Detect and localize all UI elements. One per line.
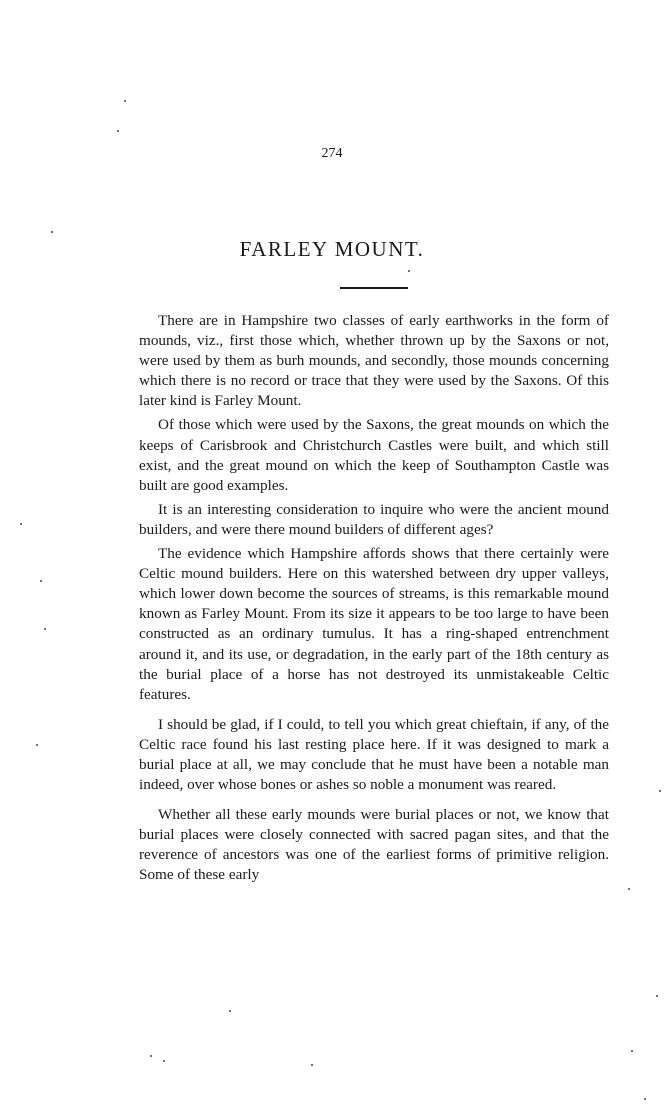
scan-speck [51,231,53,233]
paragraph: I should be glad, if I could, to tell you which great chieftain, if any, of the Celtic race found his last resting place here. If it was designed to mark a burial place at all, we may conclude that he must have been a notable man indeed, over whose bones or ashes so noble a monument was reared. [139,715,609,794]
scan-speck [659,790,661,792]
scan-speck [20,523,22,525]
page-title: FARLEY MOUNT. [239,237,425,261]
scan-speck [36,744,38,746]
paragraph: Of those which were used by the Saxons, the great mounds on which the keeps of Carisbrook and Christchurch Castles were built, and which still exist, and the great mound on which the keep of Southampton Castle was built are good examples. [139,416,609,494]
scan-speck [311,1064,313,1066]
scan-speck [229,1010,231,1012]
scan-speck [117,130,119,132]
scan-speck [656,995,658,997]
scan-speck [644,1098,646,1100]
scan-speck [150,1055,152,1057]
scan-speck [124,100,126,102]
scan-speck [44,628,46,630]
page-number: 274 [321,146,343,161]
title-divider [340,287,408,289]
paragraph: There are in Hampshire two classes of early earthworks in the form of mounds, viz., first those which, whether thrown up by the Saxons or not, were used by them as burh mounds, and secondly, those mounds concerning which there is no record or trace that they were used by the Saxons. Of this later kind is Farley Mount. [139,312,609,410]
paragraph: Whether all these early mounds were burial places or not, we know that burial places were closely connected with sacred pagan sites, and that the reverence of ancestors was one of the earliest forms of primitive religion. Some of these early [139,806,609,884]
scan-speck [408,270,410,272]
scan-speck [631,1050,633,1052]
body-text [139,311,609,890]
paragraph: It is an interesting consideration to inquire who were the ancient mound builders, and were there mound builders of different ages? [139,500,609,538]
scan-speck [40,580,42,582]
scan-speck [628,888,630,890]
paragraph: The evidence which Hampshire affords shows that there certainly were Celtic mound builders. Here on this watershed between dry upper valleys, which lower down become the sources of streams, is this remarkable mound known as Farley Mount. From its size it appears to be too large to have been constructed as an ordinary tumulus. It has a ring-shaped entrenchment around it, and its use, or degradation, in the early part of the 18th century as the burial place of a horse has not destroyed its unmistakeable Celtic features. [139,545,609,703]
scan-speck [163,1060,165,1062]
